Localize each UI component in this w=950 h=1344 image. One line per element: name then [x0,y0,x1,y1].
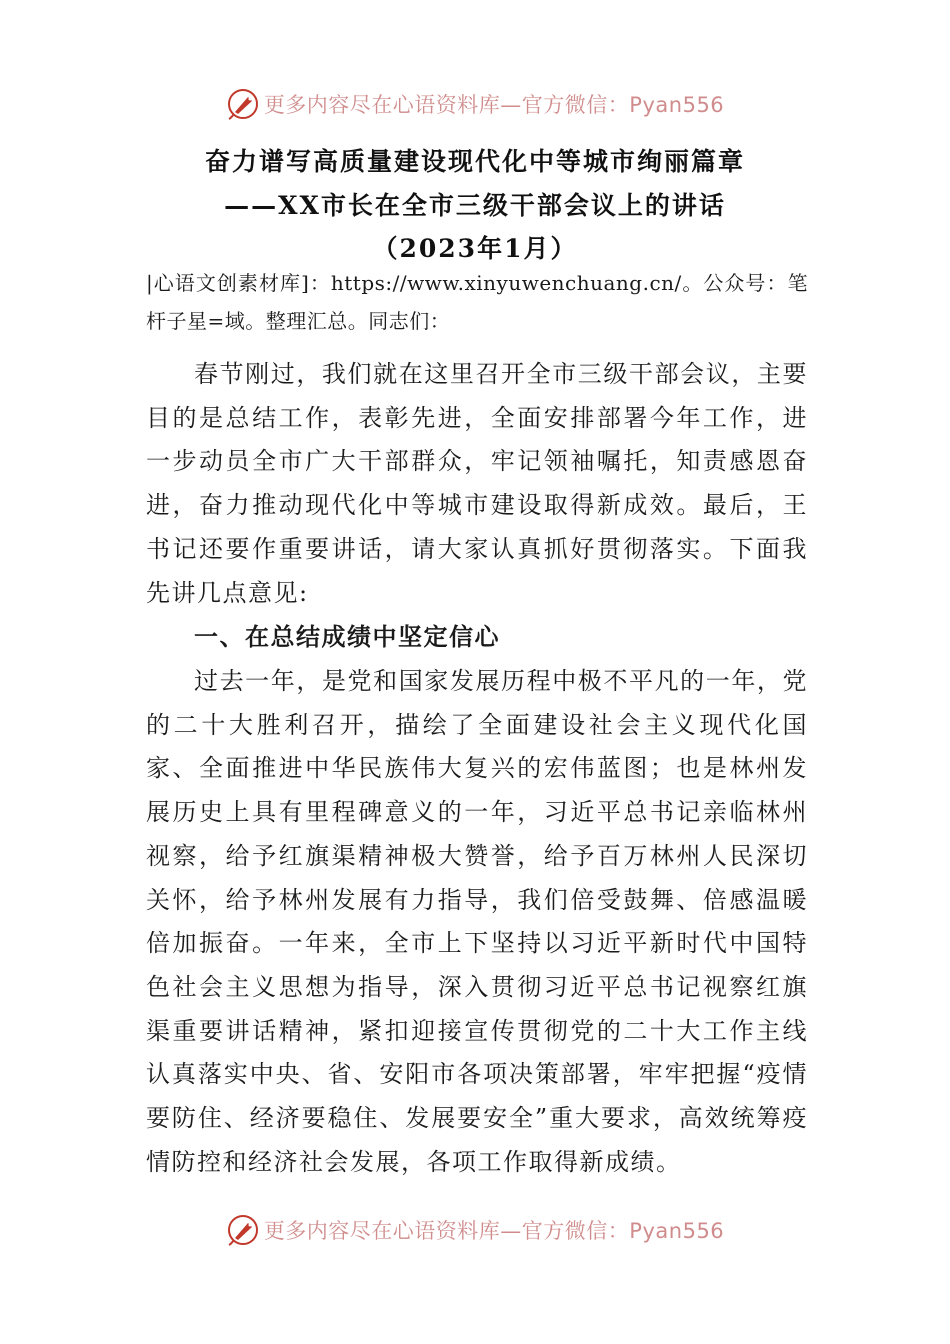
watermark-text: 更多内容尽在心语资料库—官方微信：Pyan556 [263,1219,725,1243]
paragraph-1: 春节刚过，我们就在这里召开全市三级干部会议，主要目的是总结工作，表彰先进，全面安排部署今年工作，进一步动员全市广大干部群众，牢记领袖嘱托，知责感恩奋进，奋力推动现代化中等城市建设取得新成效。最后，王书记还要作重要讲话，请大家认真抓好贯彻落实。下面我先讲几点意见: [146,360,808,607]
document-title: 奋力谱写高质量建设现代化中等城市绚丽篇章 [204,147,745,176]
paragraph-2: 过去一年，是党和国家发展历程中极不平凡的一年，党的二十大胜利召开，描绘了全面建设社会主义现代化国家、全面推进中华民族伟大复兴的宏伟蓝图；也是林州发展历史上具有里程碑意义的一年，习近平总书记亲临林州视察，给予红旗渠精神极大赞誉，给予百万林州人民深切关怀，给予林州发展有力指导，我们倍受鼓舞、倍感温暖倍加振奋。一年来，全市上下坚持以习近平新时代中国特色社会主义思想为指导，深入贯彻习近平总书记视察红旗渠重要讲话精神，紧扣迎接宣传贯彻党的二十大工作主线认真落实中央、省、安阳市各项决策部署，牢牢把握“疫情要防住、经济要稳住、发展要安全”重大要求，高效统筹疫情防控和经济社会发展，各项工作取得新成绩。 [146,667,808,1176]
document-subtitle: ——XX市长在全市三级干部会议上的讲话 [224,191,726,220]
document-date: （2023年1月） [372,234,578,263]
pen-nib-circle-icon [226,1213,260,1247]
intro-paragraph: |心语文创素材库]：https://www.xinyuwenchuang.cn/。公众号：笔杆子星=域。整理汇总。同志们： [146,271,808,333]
pen-nib-circle-icon [226,87,260,121]
watermark-footer [0,1210,950,1250]
section-1-heading: 一、在总结成绩中坚定信心 [194,622,500,651]
watermark-text: 更多内容尽在心语资料库—官方微信：Pyan556 [263,93,725,117]
watermark-header [0,84,950,124]
